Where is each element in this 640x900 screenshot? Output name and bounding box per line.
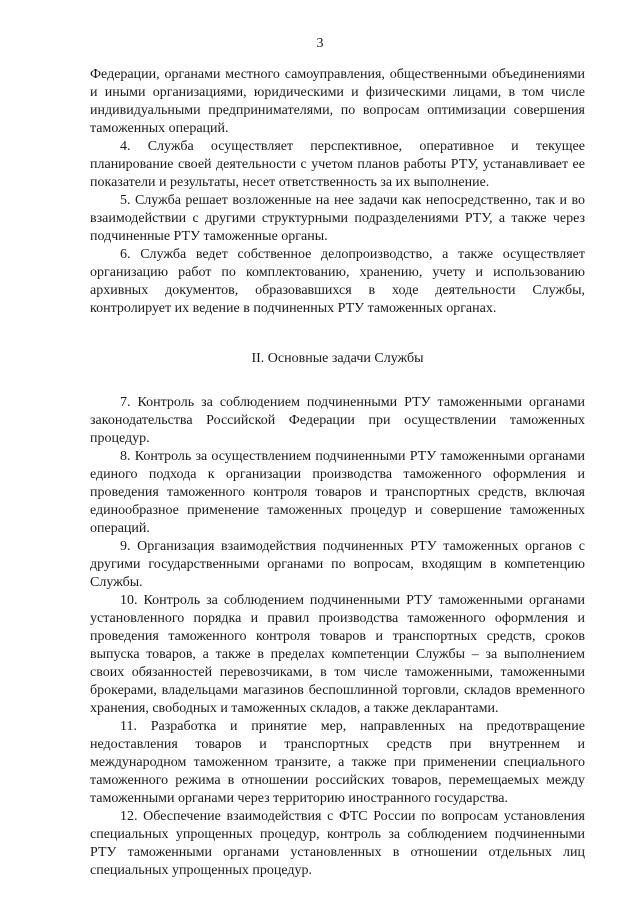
- paragraph-9: 9. Организация взаимодействия подчиненных РТУ таможенных органов с другими государственными органами по вопросам, входящим в компетенцию Службы.: [90, 539, 585, 590]
- paragraph-11: 11. Разработка и принятие мер, направленных на предотвращение недоставления товаров и транспортных средств при внутреннем и международном таможенном транзите, а также при применении специального таможенного режима в отношении российских товаров, перемещаемых между таможенными органами через территорию иностранного государства.: [90, 719, 585, 806]
- paragraph-12: 12. Обеспечение взаимодействия с ФТС России по вопросам установления специальных упрощенных процедур, контроль за соблюдением подчиненными РТУ таможенными органами установленных в отношении отдельных лиц специальных упрощенных процедур.: [90, 809, 585, 878]
- paragraph-5: 5. Служба решает возложенные на нее задачи как непосредственно, так и во взаимодействии с другими структурными подразделениями РТУ, а также через подчиненные РТУ таможенные органы.: [90, 193, 585, 244]
- section-heading: II. Основные задачи Службы: [251, 351, 424, 366]
- paragraph-8: 8. Контроль за осуществлением подчиненными РТУ таможенными органами единого подхода к организации производства таможенного оформления и проведения таможенного контроля товаров и транспортных средств, включая единообразное применение таможенных процедур и совершение таможенных операций.: [90, 449, 585, 536]
- paragraph-4: 4. Служба осуществляет перспективное, оперативное и текущее планирование своей деятельности с учетом планов работы РТУ, устанавливает ее показатели и результаты, несет ответственность за их выполнение.: [90, 139, 585, 190]
- paragraph-continuation: Федерации, органами местного самоуправления, общественными объединениями и иными организациями, юридическими и физическими лицами, в том числе индивидуальными предпринимателями, по вопросам оптимизации совершения таможенных операций.: [90, 67, 585, 136]
- document-body: [90, 66, 585, 880]
- paragraph-10: 10. Контроль за соблюдением подчиненными РТУ таможенными органами установленного порядка и правил производства таможенного оформления и проведения таможенного контроля товаров и транспортных средств, сроков выпуска товаров, а также в пределах компетенции Службы – за выполнением своих обязанностей перевозчиками, в том числе таможенными, таможенными брокерами, владельцами магазинов беспошлинной торговли, складов временного хранения, свободных и таможенных складов, а также декларантами.: [90, 593, 585, 716]
- page-number: 3: [316, 36, 324, 51]
- paragraph-6: 6. Служба ведет собственное делопроизводство, а также осуществляет организацию работ по комплектованию, хранению, учету и использованию архивных документов, образовавшихся в ходе деятельности Службы, контролирует их ведение в подчиненных РТУ таможенных органах.: [90, 247, 585, 316]
- paragraph-7: 7. Контроль за соблюдением подчиненными РТУ таможенными органами законодательства Российской Федерации при осуществлении таможенных процедур.: [90, 395, 585, 446]
